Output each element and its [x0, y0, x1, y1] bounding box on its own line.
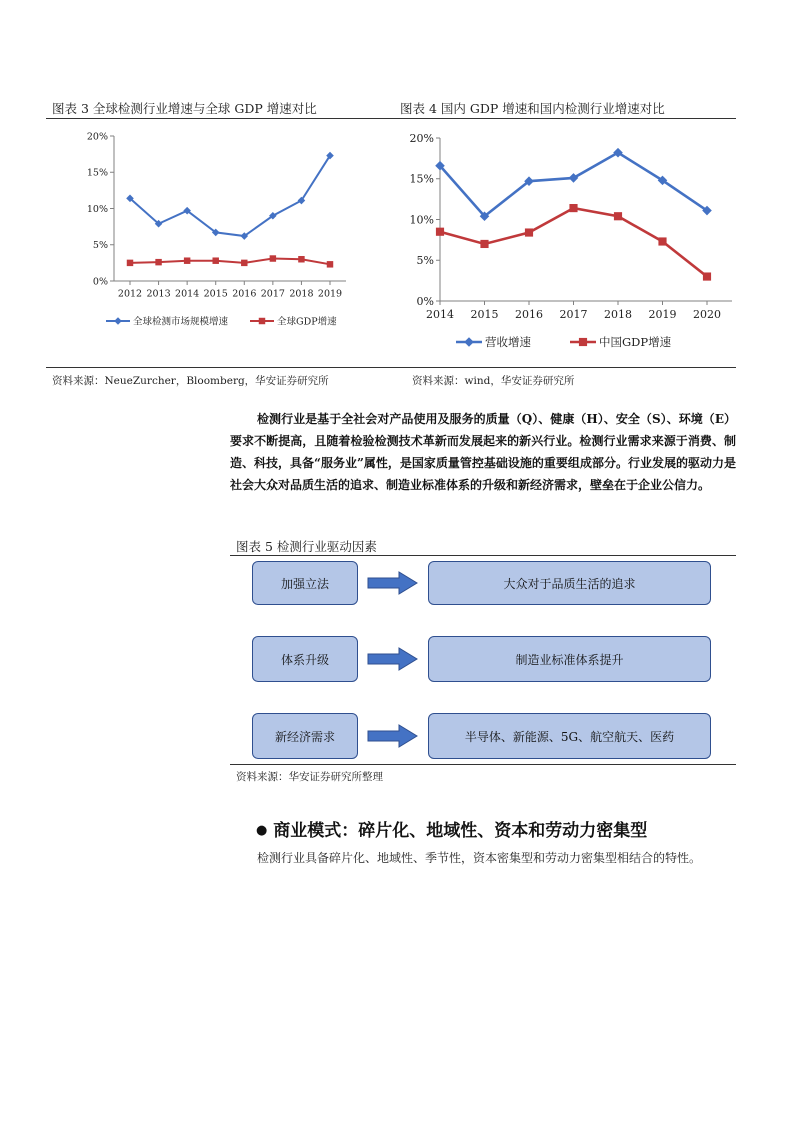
legend-marker-diamond [464, 337, 474, 347]
x-tick-label: 2013 [146, 288, 171, 300]
driver-right-box-3: 半导体、新能源、5G、航空航天、医药 [428, 713, 711, 759]
driver-left-box-1: 加强立法 [252, 561, 358, 605]
section-paragraph: 检测行业具备碎片化、地域性、季节性，资本密集型和劳动力密集型相结合的特性。 [257, 851, 702, 865]
data-point-square [155, 259, 161, 265]
figure-5-source: 资料来源：华安证券研究所整理 [236, 771, 383, 783]
chart-global-growth [46, 122, 376, 337]
x-tick-label: 2019 [317, 288, 343, 300]
data-point-square [703, 272, 711, 280]
chart-china-growth [398, 122, 738, 354]
figure-5-top-rule [230, 555, 736, 556]
data-point-square [658, 237, 666, 245]
figure-3-source: 资料来源：NeueZurcher，Bloomberg，华安证券研究所 [52, 375, 329, 387]
x-tick-label: 2015 [470, 308, 499, 321]
driver-right-box-1: 大众对于品质生活的追求 [428, 561, 711, 605]
figure-bottom-rule [46, 367, 736, 368]
legend-marker-square [579, 338, 587, 346]
driver-left-box-2: 体系升级 [252, 636, 358, 682]
data-point-square [436, 228, 444, 236]
x-tick-label: 2018 [604, 308, 632, 321]
data-point-square [127, 260, 133, 266]
bullet-icon: ● [256, 823, 268, 838]
figure-4-source: 资料来源：wind，华安证券研究所 [412, 375, 575, 387]
figure-5-bottom-rule [230, 764, 736, 765]
legend-label-2: 全球GDP增速 [277, 316, 337, 328]
y-tick-label: 5% [416, 254, 434, 268]
data-point-square [614, 212, 622, 220]
data-point-square [184, 257, 190, 263]
y-tick-label: 10% [86, 203, 108, 215]
x-tick-label: 2015 [203, 288, 228, 300]
x-tick-label: 2012 [117, 288, 143, 300]
y-tick-label: 15% [86, 167, 108, 179]
data-point-square [241, 260, 247, 266]
body-paragraph: 检测行业是基于全社会对产品使用及服务的质量（Q）、健康（H）、安全（S）、环境（E）要求不断提高，且随着检验检测技术革新而发展起来的新兴行业。检测行业需求来源于消费、制造、科技，具备“服务业”属性，是国家质量管控基础设施的重要组成部分。行业发展的驱动力是社会大众对品质生活的追求、制造业标准体系的升级和新经济需求，壁垒在于企业公信力。 [230, 412, 736, 492]
x-tick-label: 2020 [693, 308, 721, 321]
driver-right-box-2: 制造业标准体系提升 [428, 636, 711, 682]
y-tick-label: 0% [416, 294, 434, 308]
driver-left-box-3: 新经济需求 [252, 713, 358, 759]
data-point-square [327, 261, 333, 267]
data-point-square [525, 228, 533, 236]
data-point-square [298, 256, 304, 262]
x-tick-label: 2014 [426, 308, 454, 321]
x-tick-label: 2016 [232, 288, 257, 300]
x-tick-label: 2019 [648, 308, 677, 321]
legend-label-1: 营收增速 [485, 335, 531, 350]
y-tick-label: 20% [409, 131, 434, 145]
figure-3-title: 图表 3 全球检测行业增速与全球 GDP 增速对比 [52, 101, 317, 116]
data-point-square [480, 240, 488, 248]
figure-5-title: 图表 5 检测行业驱动因素 [236, 539, 377, 554]
right-arrow-icon [367, 647, 419, 671]
legend-label-1: 全球检测市场规模增速 [133, 316, 229, 328]
x-tick-label: 2017 [260, 288, 285, 300]
data-point-square [270, 255, 276, 261]
legend-marker-square [259, 318, 265, 324]
y-tick-label: 5% [92, 240, 108, 252]
legend-label-2: 中国GDP增速 [599, 335, 672, 350]
figure-4-title: 图表 4 国内 GDP 增速和国内检测行业增速对比 [400, 101, 665, 116]
section-heading-text: 商业模式：碎片化、地域性、资本和劳动力密集型 [273, 821, 648, 841]
x-tick-label: 2016 [515, 308, 543, 321]
data-point-square [212, 257, 218, 263]
legend-marker-diamond [114, 317, 122, 325]
series-line-2 [440, 208, 707, 276]
right-arrow-icon [367, 571, 419, 595]
x-tick-label: 2014 [175, 288, 200, 300]
x-tick-label: 2017 [559, 308, 588, 321]
x-tick-label: 2018 [289, 288, 314, 300]
figure-top-rule [46, 118, 736, 119]
y-tick-label: 20% [86, 131, 108, 143]
y-tick-label: 10% [409, 213, 434, 227]
data-point-square [569, 204, 577, 212]
right-arrow-icon [367, 724, 419, 748]
section-heading [256, 816, 647, 841]
y-tick-label: 0% [92, 276, 108, 288]
y-tick-label: 15% [409, 172, 434, 186]
